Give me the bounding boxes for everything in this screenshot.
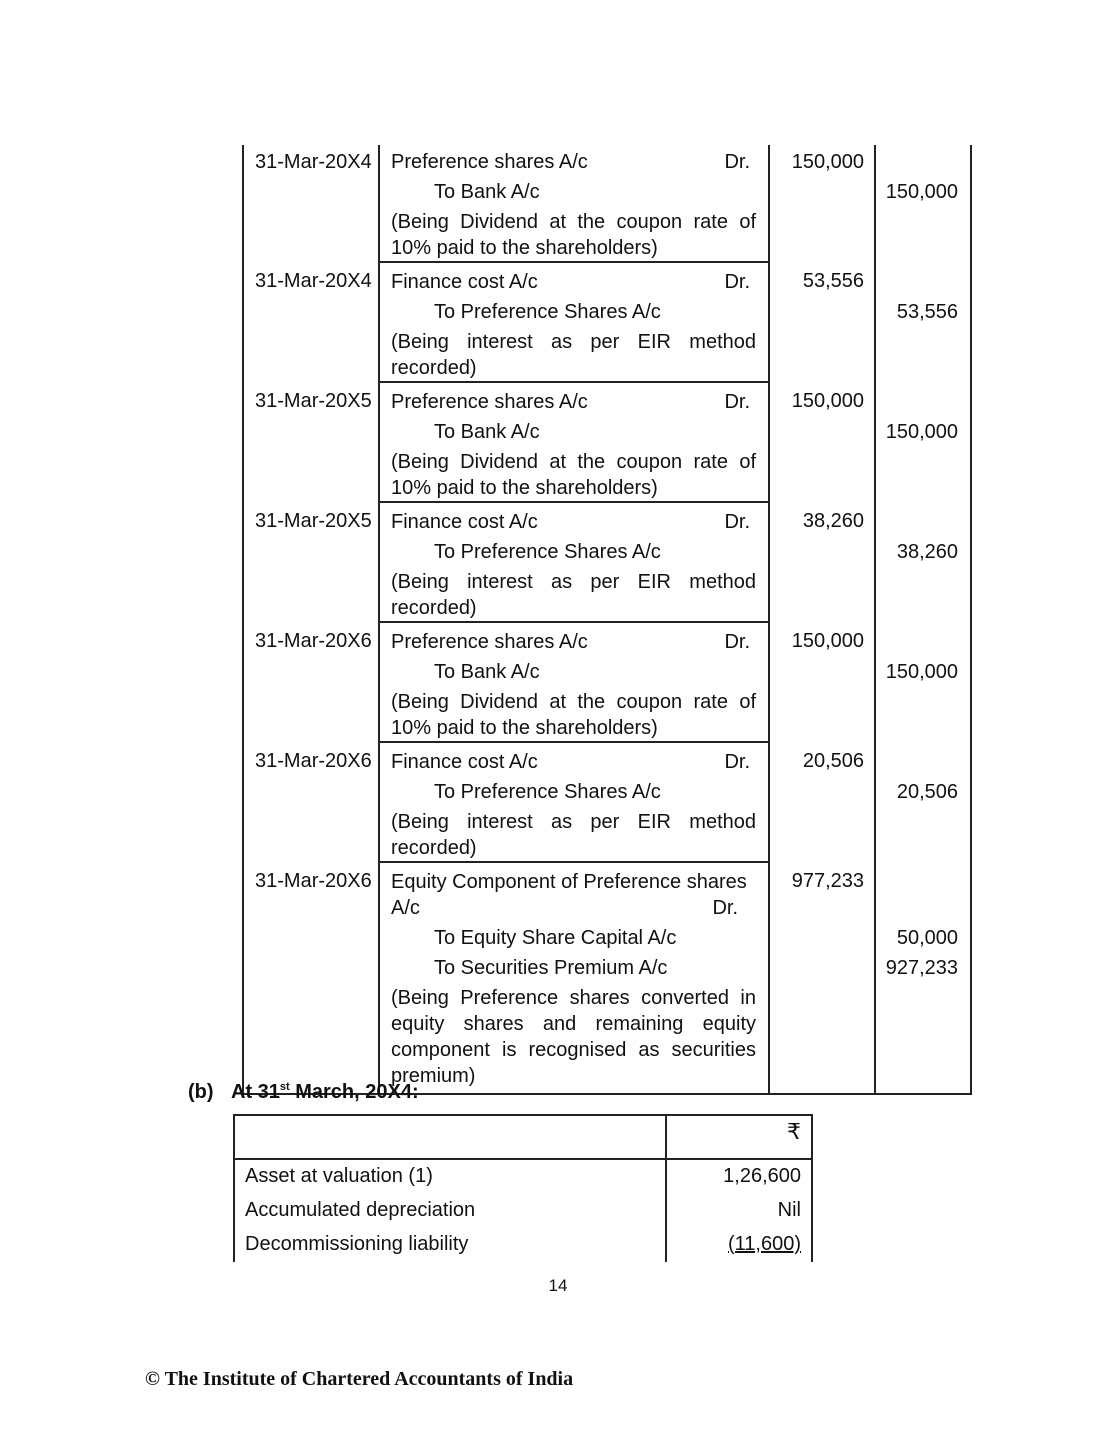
journal-credit-row bbox=[243, 921, 971, 951]
debit-amount: 38,260 bbox=[769, 502, 875, 535]
journal-entry-row bbox=[243, 742, 971, 775]
debit-account-line2: A/c bbox=[391, 897, 420, 919]
valuation-row bbox=[234, 1159, 812, 1194]
journal-narration-row bbox=[243, 445, 971, 502]
dr-label: Dr. bbox=[724, 271, 750, 293]
narration: (Being Dividend at the coupon rate of 10% paid to the shareholders) bbox=[391, 451, 756, 499]
valuation-header-row bbox=[234, 1115, 812, 1159]
journal-entry-row bbox=[243, 145, 971, 175]
debit-line bbox=[391, 629, 756, 655]
valuation-row bbox=[234, 1228, 812, 1262]
debit-account: Preference shares A/c bbox=[391, 391, 588, 413]
journal-credit-row bbox=[243, 775, 971, 805]
journal-entry-row bbox=[243, 502, 971, 535]
dr-label: Dr. bbox=[712, 897, 738, 919]
debit-line bbox=[391, 509, 756, 535]
credit-amount: 20,506 bbox=[875, 775, 971, 805]
debit-amount: 977,233 bbox=[769, 862, 875, 921]
copyright-footer: © The Institute of Chartered Accountants of India bbox=[145, 1368, 574, 1390]
dr-label: Dr. bbox=[724, 151, 750, 173]
journal-credit-row bbox=[243, 295, 971, 325]
heading-suffix: March, 20X4: bbox=[289, 1081, 419, 1103]
conversion-entry-row bbox=[243, 862, 971, 921]
row-label: Decommissioning liability bbox=[234, 1228, 666, 1262]
heading-prefix: At 31 bbox=[231, 1081, 280, 1103]
journal-narration-row bbox=[243, 981, 971, 1094]
dr-label: Dr. bbox=[724, 631, 750, 653]
journal-entry-row bbox=[243, 262, 971, 295]
narration: (Being Dividend at the coupon rate of 10% paid to the shareholders) bbox=[391, 691, 756, 739]
journal-narration-row bbox=[243, 205, 971, 262]
row-value: Nil bbox=[666, 1194, 812, 1228]
journal-credit-row bbox=[243, 655, 971, 685]
debit-line bbox=[391, 389, 756, 415]
dr-label: Dr. bbox=[724, 511, 750, 533]
credit-amount: 150,000 bbox=[875, 175, 971, 205]
debit-amount: 20,506 bbox=[769, 742, 875, 775]
row-value: 1,26,600 bbox=[666, 1159, 812, 1194]
credit-account: To Preference Shares A/c bbox=[434, 541, 661, 563]
entry-date: 31-Mar-20X6 bbox=[243, 742, 379, 775]
narration: (Being interest as per EIR method recorded) bbox=[391, 571, 756, 619]
journal-entry-row bbox=[243, 622, 971, 655]
debit-amount: 53,556 bbox=[769, 262, 875, 295]
debit-account: Finance cost A/c bbox=[391, 271, 538, 293]
narration: (Being interest as per EIR method recorded) bbox=[391, 331, 756, 379]
credit-account: To Preference Shares A/c bbox=[434, 781, 661, 803]
credit-amount: 38,260 bbox=[875, 535, 971, 565]
narration: (Being Preference shares converted in equity shares and remaining equity component is recognised as securities premium) bbox=[391, 987, 756, 1087]
debit-line bbox=[391, 269, 756, 295]
journal-narration-row bbox=[243, 685, 971, 742]
section-b-heading bbox=[188, 1081, 419, 1104]
narration: (Being interest as per EIR method recorded) bbox=[391, 811, 756, 859]
credit-amount: 53,556 bbox=[875, 295, 971, 325]
debit-account-line1: Equity Component of Preference shares bbox=[391, 871, 747, 893]
debit-account: Preference shares A/c bbox=[391, 631, 588, 653]
journal-body bbox=[243, 145, 971, 1094]
journal-credit-row bbox=[243, 415, 971, 445]
credit-account: To Bank A/c bbox=[434, 421, 540, 443]
entry-date: 31-Mar-20X4 bbox=[243, 262, 379, 295]
debit-amount: 150,000 bbox=[769, 145, 875, 175]
row-value: (11,600) bbox=[727, 1233, 801, 1255]
entry-date: 31-Mar-20X6 bbox=[243, 862, 379, 921]
debit-amount: 150,000 bbox=[769, 382, 875, 415]
debit-account: Finance cost A/c bbox=[391, 511, 538, 533]
page-number: 14 bbox=[548, 1276, 568, 1295]
credit-amount: 150,000 bbox=[875, 415, 971, 445]
credit-account: To Equity Share Capital A/c bbox=[434, 927, 677, 949]
entry-date: 31-Mar-20X6 bbox=[243, 622, 379, 655]
journal-narration-row bbox=[243, 325, 971, 382]
debit-account: Finance cost A/c bbox=[391, 751, 538, 773]
row-label: Asset at valuation (1) bbox=[234, 1159, 666, 1194]
valuation-row bbox=[234, 1194, 812, 1228]
debit-line bbox=[391, 895, 756, 921]
debit-line bbox=[391, 149, 756, 175]
journal-entry-row bbox=[243, 382, 971, 415]
credit-account: To Preference Shares A/c bbox=[434, 301, 661, 323]
heading-sup: st bbox=[279, 1081, 290, 1093]
credit-amount: 927,233 bbox=[875, 951, 971, 981]
section-label: (b) bbox=[188, 1081, 214, 1103]
dr-label: Dr. bbox=[724, 751, 750, 773]
debit-line bbox=[391, 749, 756, 775]
credit-account: To Bank A/c bbox=[434, 181, 540, 203]
journal-credit-row bbox=[243, 175, 971, 205]
debit-amount: 150,000 bbox=[769, 622, 875, 655]
entry-date: 31-Mar-20X4 bbox=[243, 145, 379, 175]
journal-entries-table bbox=[242, 145, 972, 1095]
journal-credit-row bbox=[243, 535, 971, 565]
credit-amount: 50,000 bbox=[875, 921, 971, 951]
journal-credit-row bbox=[243, 951, 971, 981]
row-label: Accumulated depreciation bbox=[234, 1194, 666, 1228]
rupee-icon: ₹ bbox=[666, 1115, 812, 1159]
credit-account: To Securities Premium A/c bbox=[434, 957, 668, 979]
entry-date: 31-Mar-20X5 bbox=[243, 502, 379, 535]
dr-label: Dr. bbox=[724, 391, 750, 413]
credit-account: To Bank A/c bbox=[434, 661, 540, 683]
narration: (Being Dividend at the coupon rate of 10% paid to the shareholders) bbox=[391, 211, 756, 259]
credit-amount: 150,000 bbox=[875, 655, 971, 685]
valuation-table bbox=[233, 1114, 813, 1262]
entry-date: 31-Mar-20X5 bbox=[243, 382, 379, 415]
journal-narration-row bbox=[243, 805, 971, 862]
journal-narration-row bbox=[243, 565, 971, 622]
debit-account: Preference shares A/c bbox=[391, 151, 588, 173]
